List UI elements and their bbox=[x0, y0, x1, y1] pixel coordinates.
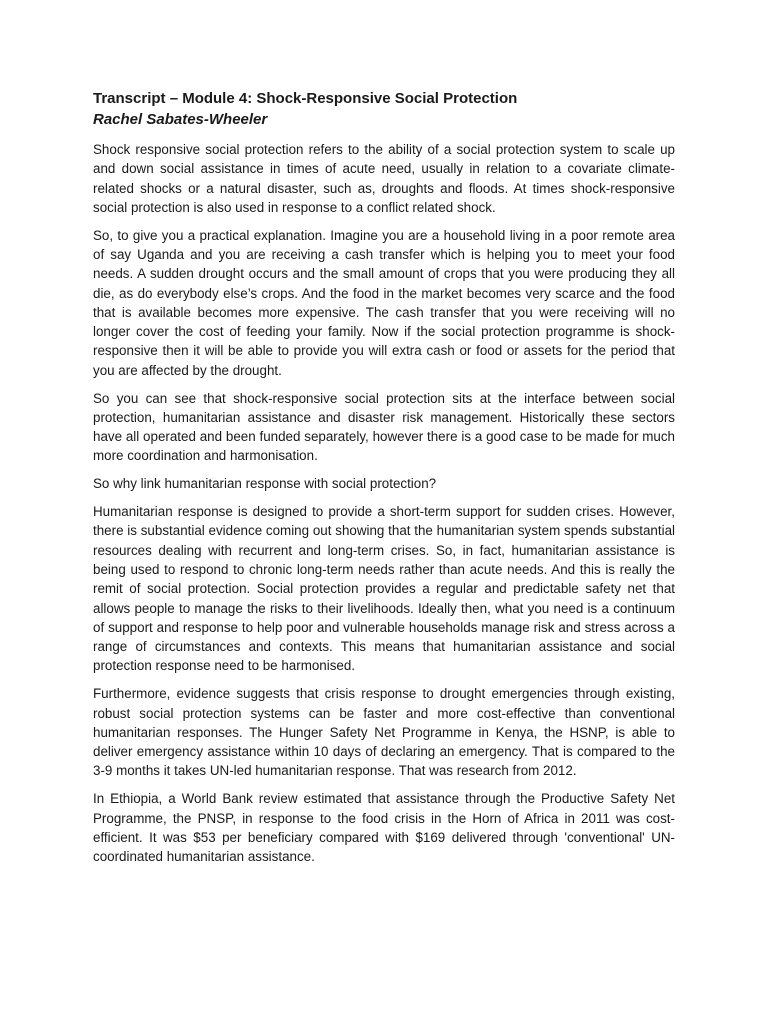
paragraph-ethiopia: In Ethiopia, a World Bank review estimated that assistance through the Productive Safety Net Programme, the PNSP, in response to the food crisis in the Horn of Africa in 2011 was cost-efficient. It was $53 per beneficiary compared with $169 delivered through 'conventional' UN-coordinated humanitarian assistance. bbox=[93, 791, 675, 865]
paragraph-interface: So you can see that shock-responsive social protection sits at the interface between social protection, humanitarian assistance and disaster risk management. Historically these sectors have all operated and been funded separately, however there is a good case to be made for much more coordination and harmonisation. bbox=[93, 390, 675, 464]
document-author: Rachel Sabates-Wheeler bbox=[93, 111, 268, 128]
paragraph-practical-example: So, to give you a practical explanation. Imagine you are a household living in a poor remote area of say Uganda and you are receiving a cash transfer which is helping you to meet your food needs. A sudden drought occurs and the small amount of crops that you were producing they all die, as do everybody else’s crops. And the food in the market becomes very scarce and the food that is available becomes more expensive. The cash transfer that you were receiving will no longer cover the cost of feeding your family. Now if the social protection programme is shock-responsive then it will be able to provide you will extra cash or food or assets for the period that you are affected by the drought. bbox=[93, 227, 675, 378]
paragraph-definition: Shock responsive social protection refers to the ability of a social protection system to scale up and down social assistance in times of acute need, usually in relation to a covariate climate-related shocks or a natural disaster, such as, droughts and floods. At times shock-responsive social protection is also used in response to a conflict related shock. bbox=[93, 142, 675, 215]
paragraph-question: So why link humanitarian response with social protection? bbox=[93, 476, 437, 492]
document-title: Transcript – Module 4: Shock-Responsive Social Protection bbox=[93, 90, 518, 107]
paragraph-humanitarian-response: Humanitarian response is designed to provide a short-term support for sudden crises. However, there is substantial evidence coming out showing that the humanitarian system spends substantial resources dealing with recurrent and long-term crises. So, in fact, humanitarian assistance is being used to respond to chronic long-term needs rather than acute needs. And this is really the remit of social protection. Social protection provides a regular and predictable safety net that allows people to manage the risks to their livelihoods. Ideally then, what you need is a continuum of support and response to help poor and vulnerable households manage risk and stress across a range of circumstances and contexts. This means that humanitarian assistance and social protection response need to be harmonised. bbox=[93, 504, 675, 674]
document-page bbox=[93, 88, 675, 875]
paragraph-evidence-kenya: Furthermore, evidence suggests that crisis response to drought emergencies through existing, robust social protection systems can be faster and more cost-effective than conventional humanitarian responses. The Hunger Safety Net Programme in Kenya, the HSNP, is able to deliver emergency assistance within 10 days of declaring an emergency. That is compared to the 3-9 months it takes UN-led humanitarian response. That was research from 2012. bbox=[93, 686, 675, 779]
